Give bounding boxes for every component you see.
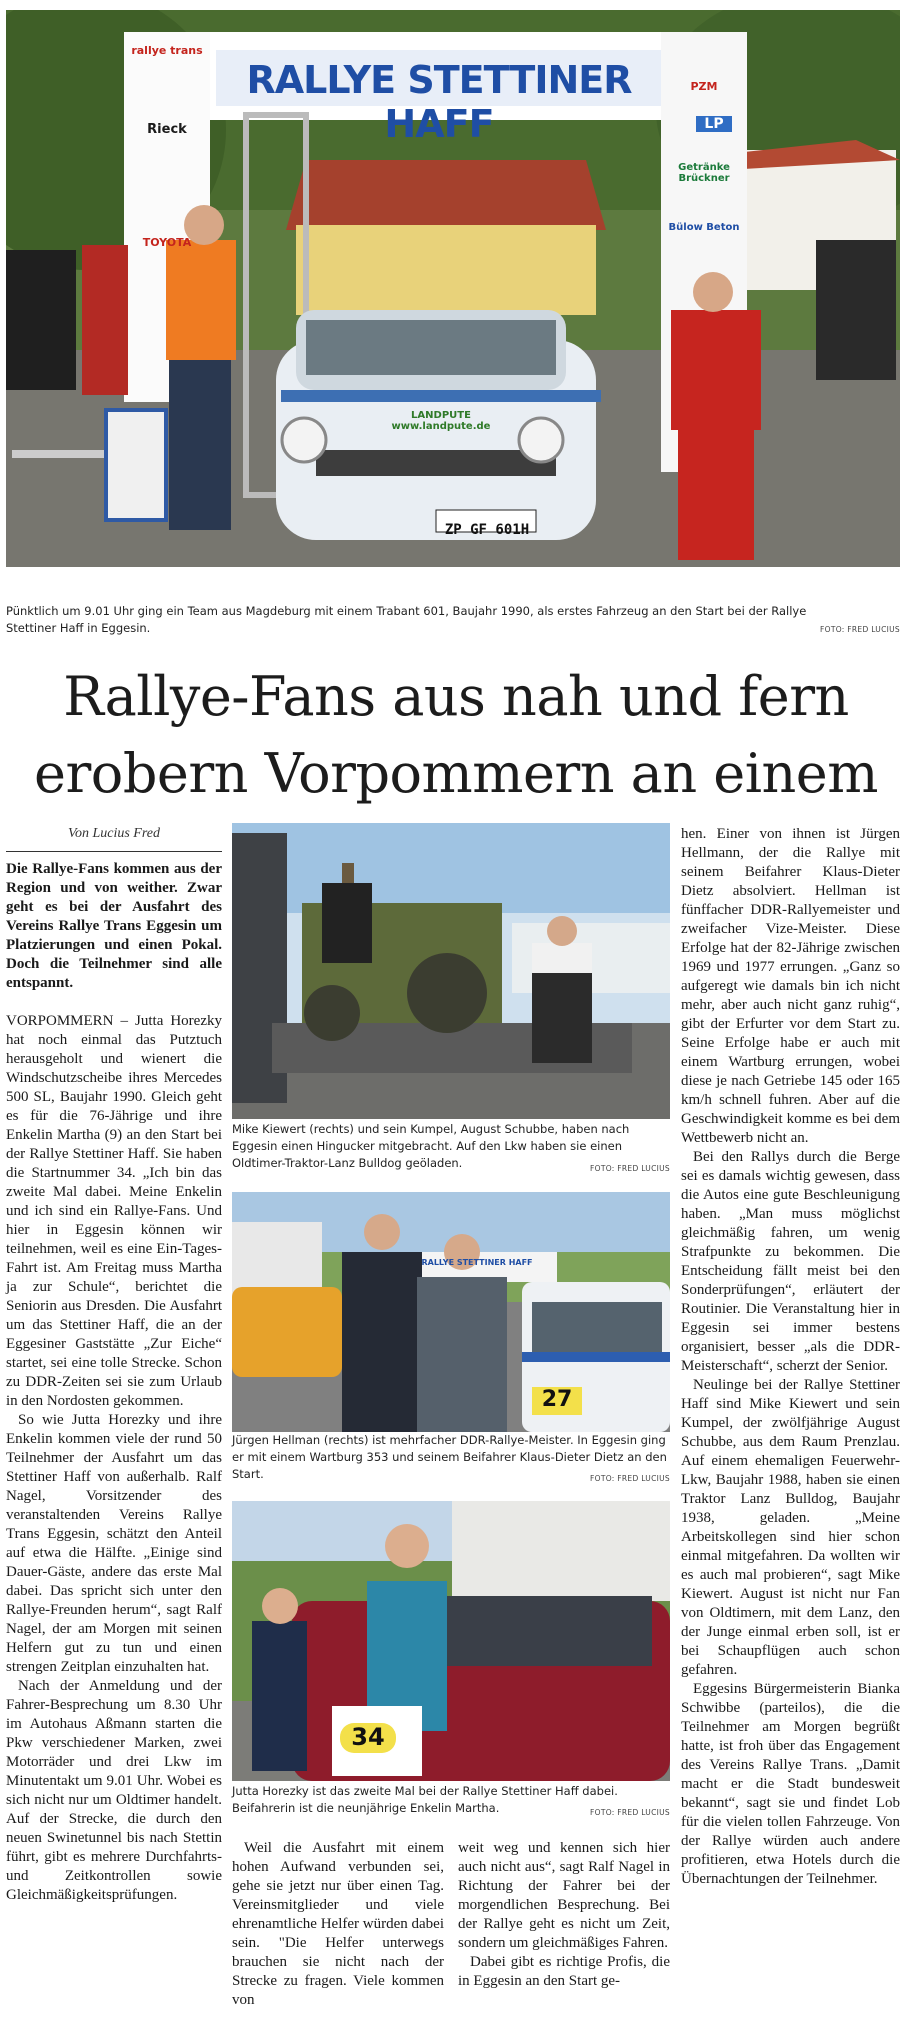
byline-divider (6, 851, 222, 852)
sponsor-logo-lp: LP (696, 116, 732, 132)
sponsor-logo-rieck: Rieck (147, 122, 187, 137)
photo-hellman (232, 1192, 670, 1432)
arch-banner-text: RALLYE STETTINER HAFF (246, 58, 632, 146)
photo-banner-text: RALLYE STETTINER HAFF (421, 1258, 533, 1267)
photo-caption: Jutta Horezky ist das zweite Mal bei der Rallye Stettiner Haff dabei. Beifahrerin ist die neunjährige Enkelin Martha. (232, 1784, 618, 1815)
article-column-4 (681, 825, 900, 1889)
sponsor-logo-rallye-trans: rallye trans (131, 44, 203, 57)
article-paragraph: weit weg und kennen sich hier auch nicht aus“, sagt Ralf Nagel in Richtung der Fahrer bei der morgendlichen Besprechung. Bei der Rallye geht es nicht um Zeit, sondern um gleichmäßiges Fahren. (458, 1840, 670, 1951)
byline: Von Lucius Fred (67, 826, 161, 841)
sponsor-logo-brueckner: Getränke Brückner (678, 162, 730, 184)
photo-caption: Mike Kiewert (rechts) und sein Kumpel, August Schubbe, haben nach Eggesin einen Hingucker mitgebracht. Auf den Lkw haben sie einen Oldtimer-Traktor-Lanz Bulldog geöladen. (232, 1122, 630, 1170)
photo-tractor-truck (232, 823, 670, 1119)
article-column-1 (6, 860, 222, 1905)
headline-line-1: Rallye-Fans aus nah und fern (63, 665, 849, 728)
photo-credit: FOTO: FRED LUCIUS (820, 625, 900, 634)
article-paragraph: So wie Jutta Horezky und ihre Enkelin kommen viele der rund 50 Teilnehmer der Ausfahrt um das Stettiner Haff von außerhalb. Ralf Nagel, Vorsitzender des veranstaltenden Vereins Rallye Trans Eggesin, schätzt den Anteil auf etwa die Hälfte. „Einige sind Dauer-Gäste, andere das erste Mal dabei. Das spricht sich unter den Rallye-Freunden herum“, sagt Ralf Nagel, der am Morgen mit seinen Helfern gut zu tun und einen strengen Zeitplan einzuhalten hat. (6, 1412, 222, 1675)
article-column-2 (232, 1839, 444, 2010)
sponsor-logo-toyota: TOYOTA (142, 236, 192, 249)
article-paragraph: Bei den Rallys durch die Berge sei es damals wichtig gewesen, dass die Autos eine gute Beschleunigung haben. „Man muss möglichst gleichmäßig fahren, um wenig Strafpunkte zu bekommen. Die Entscheidung fällt meist bei den Sonderprüfungen“, erläutert der Routinier. Die Veranstaltung hier in Eggesin sei immer bestens organisiert, besser „als die DDR-Meisterschaft“, scherzt der Senior. (681, 1149, 900, 1374)
photo-credit: FOTO: FRED LUCIUS (590, 1474, 670, 1483)
photo-credit: FOTO: FRED LUCIUS (590, 1808, 670, 1817)
car-sticker: LANDPUTE www.landpute.de (391, 410, 491, 432)
article-paragraph: Nach der Anmeldung und der Fahrer-Besprechung um 8.30 Uhr im Autohaus Aßmann starten die Pkw verschiedener Marken, zwei Motorräder und drei Lkw im Minutentakt um 9.01 Uhr. Wobei es sich nicht nur um Oldtimer handelt. Auf der Strecke, die durch den neuen Swinetunnel bis nach Stettin führt, gibt es mehrere Durchfahrts- und Zeitkontrollen sowie Gleichmäßigkeitsprüfungen. (6, 1678, 222, 1903)
sponsor-logo-pzm: PZM (690, 80, 718, 93)
headline-line-2: erobern Vorpommern an einem (34, 742, 878, 805)
article-paragraph: hen. Einer von ihnen ist Jürgen Hellmann, der die Rallye mit seinem Beifahrer Klaus-Dieter Dietz absolviert. Hellman ist fünffacher DDR-Rallyemeister und zweifacher Vize-Meister. Diese Erfolge hat der 82-Jährige zwischen 1969 und 1977 errungen. „Ganz so aufgeregt wie damals bin ich nicht mehr, aber auch nicht ganz ruhig“, gibt der Erfurter vor dem Start zu. Seine Erfolge habe er auch mit einem Wartburg errungen, wobei diese je nach Getriebe 145 oder 165 km/h schnell fuhren. Aber auf die Geschwindigkeit komme es bei dem Wettbewerb nicht an. (681, 826, 900, 1146)
article-paragraph: VORPOMMERN – Jutta Horezky hat noch einmal das Putztuch herausgeholt und wienert die Windschutzscheibe ihres Mercedes 500 SL, Baujahr 1990. Gleich geht es für die 76-Jährige und ihre Enkelin Martha (9) an den Start bei der Rallye Stettiner Haff. Sie haben die Startnummer 34. „Ich bin das zweite Mal dabei. Meine Enkelin und ich sind ein Rallye-Fans. Und hier in Eggesin können wir teilnehmen, weil es eine Ein-Tages-Fahrt ist. Am Freitag muss Martha ja zur Schule“, berichtet die Seniorin aus Dresden. Die Ausfahrt um das Stettiner Haff, die an der Eggesiner Gaststätte „Zur Eiche“ startet, sei eine tolle Strecke. Schon zu DDR-Zeiten sei sie zum Urlaub in den Nordosten gekommen. (6, 1013, 222, 1409)
photo-horezky (232, 1501, 670, 1781)
article-paragraph: Weil die Ausfahrt mit einem hohen Aufwand verbunden sei, gehe sie jetzt nur über einen Tag. Vereinsmitglieder und viele ehrenamtliche Helfer würden dabei sein. "Die Helfer unterwegs brauchen sie nicht nach der Strecke zu fragen. Viele kommen von (232, 1840, 444, 2008)
article-lead: Die Rallye-Fans kommen aus der Region und von weither. Zwar geht es bei der Ausfahrt des Vereins Rallye Trans Eggesin um Platzierungen und einen Pokal. Doch die Teilnehmer sind alle entspannt. (6, 861, 222, 991)
article-paragraph: Dabei gibt es richtige Profis, die in Eggesin an den Start ge- (458, 1954, 670, 1989)
photo-rallye-start (6, 10, 900, 567)
article-column-3 (458, 1839, 670, 1991)
start-number-plate: 34 (340, 1723, 396, 1753)
article-paragraph: Neulinge bei der Rallye Stettiner Haff sind Mike Kiewert und sein Kumpel, der zwölfjährige August Schubbe, aus dem Raum Prenzlau. Auf einem ehemaligen Feuerwehr-Lkw, Baujahr 1988, haben sie einen Traktor Lanz Bulldog, Baujahr 1938, geladen. „Meine Arbeitskollegen sind hier schon einmal mitgefahren. Da wollten wir es auch mal probieren“, sagt Mike Kiewert. August ist nicht nur Fan von Oldtimern, mit dem Lanz, den der Junge einmal erben soll, ist er bei Schaupflügen auch schon gefahren. (681, 1377, 900, 1678)
photo-credit: FOTO: FRED LUCIUS (590, 1164, 670, 1173)
article-paragraph: Eggesins Bürgermeisterin Bianka Schwibbe (parteilos), die die Teilnehmer am Morgen begrüßt hatte, ist froh über das Engagement des Vereins Rallye Trans. „Damit macht er die Stadt bundesweit bekannt“, sagt sie und findet Lob für die vielen tollen Fahrzeuge. Von der Rallye würden auch andere profitieren, etwa Hotels durch die Übernachtungen der Teilnehmer. (681, 1681, 900, 1887)
license-plate: ZP GF 601H (444, 522, 530, 538)
start-number-plate: 27 (532, 1387, 582, 1415)
photo-caption: Jürgen Hellman (rechts) ist mehrfacher DDR-Rallye-Meister. In Eggesin ging er mit einem Wartburg 353 und seinem Beifahrer Klaus-Dieter Dietz an den Start. (232, 1433, 667, 1481)
photo-caption: Pünktlich um 9.01 Uhr ging ein Team aus Magdeburg mit einem Trabant 601, Baujahr 1990, als erstes Fahrzeug an den Start bei der Rallye Stettiner Haff in Eggesin. (6, 604, 807, 635)
sponsor-logo-buelow-beton: Bülow Beton (668, 222, 740, 233)
